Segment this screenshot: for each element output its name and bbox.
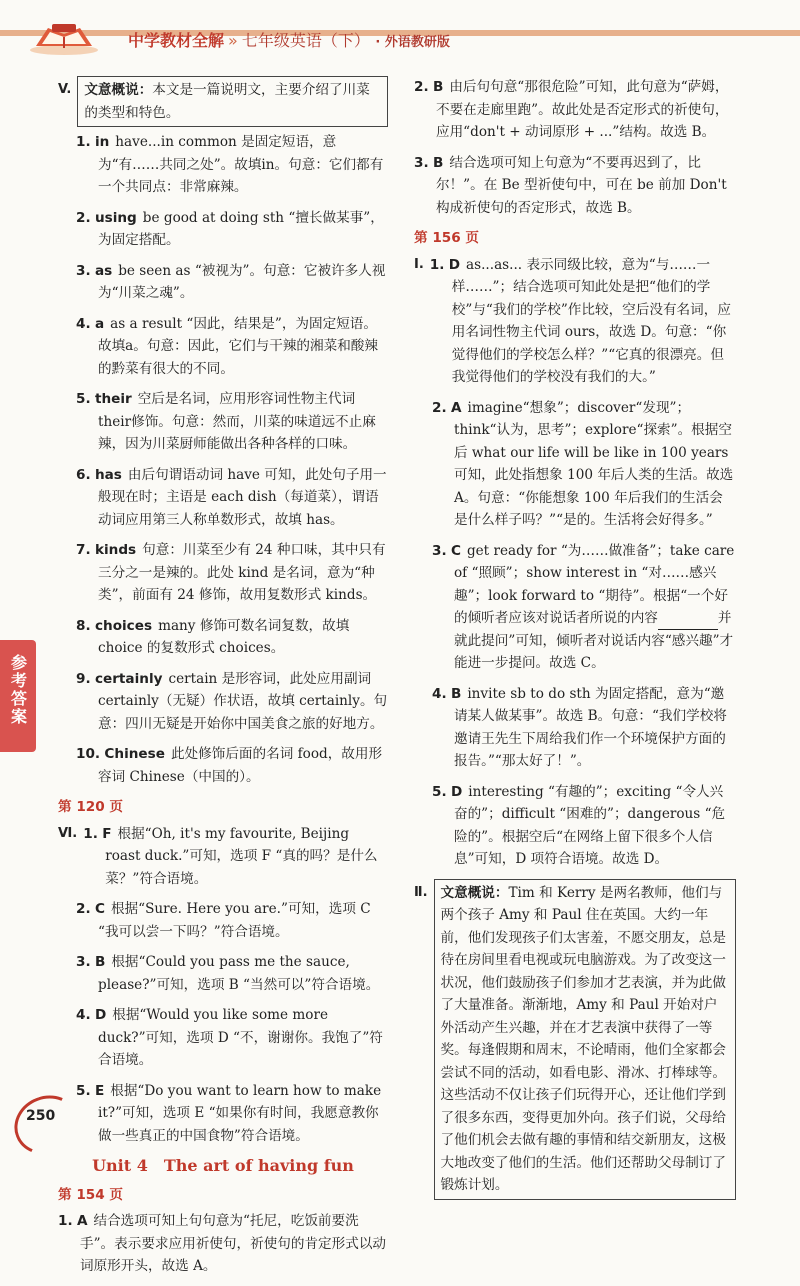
item-number: 9.	[76, 670, 91, 687]
list-item	[76, 388, 388, 456]
item-answer: in	[94, 134, 110, 150]
list-item	[414, 152, 736, 220]
item-explanation: invite sb to do sth 为固定搭配，意为“邀请某人做某事”。故选 B。句意：“我们学校将邀请王先生下周给我们作一个环境保护方面的报告。”“那太好了！”。	[454, 685, 727, 769]
item-number: 1.	[83, 825, 98, 842]
book-name: 七年级英语（下）	[241, 31, 370, 50]
summary-text: Tim 和 Kerry 是两名教师，他们与两个孩子 Amy 和 Paul 住在英国。大约一年前，他们发现孩子们太害羞，不愿交朋友，总是待在房间里看电视或玩电脑游戏。为了改变这一状况，他们鼓励孩子们参加才艺表演，并为此做了大量准备。渐渐地，Amy 和 Paul 开始对户外活动产生兴趣，并在才艺表演中获得了一等奖。每逢假期和周末，不论晴雨，他们全家都会尝试不同的活动，如看电影、滑冰、打棒球等。这些活动不仅让孩子们玩得开心，还让他们学到了很多东西，变得更加外向。孩子们说，父母给了他们机会去做有趣的事情和结交新朋友，这极大地改变了他们的生活。他们还帮助父母制订了锻炼计划。	[440, 884, 726, 1193]
item-answer: D	[448, 256, 461, 273]
item-explanation: 句意：川菜至少有 24 种口味，其中只有三分之一是辣的。此处 kind 是名词，意为“种类”，前面有 24 修饰，故用复数形式 kinds。	[98, 542, 386, 603]
item-explanation: certain 是形容词，此处应用副词 certainly（无疑）作状语，故填 certainly。句意：四川无疑是开始你中国美食之旅的好地方。	[98, 670, 388, 732]
page-number: 250	[26, 1108, 56, 1124]
section-v	[58, 76, 388, 131]
item-number: 6.	[76, 466, 91, 483]
item-answer: as	[94, 262, 113, 279]
left-column	[58, 76, 388, 1286]
list-item	[76, 668, 388, 736]
item-answer: C	[94, 901, 105, 917]
item-explanation: 根据“Do you want to learn how to make it?”可知，选项 E “如果你有时间，我愿意教你做一些真正的中国食物”符合语境。	[98, 1082, 382, 1144]
item-number: 8.	[76, 617, 91, 634]
item-answer: using	[94, 209, 137, 226]
list-item	[76, 951, 388, 996]
list-item	[76, 743, 388, 788]
page-reference-154: 第 154 页	[58, 1186, 124, 1203]
item-explanation: 根据“Sure. Here you are.”可知，选项 C “我可以尝一下吗？”符合语境。	[98, 901, 371, 940]
item-explanation-continued: 并就此提问”可知，倾听者对说话内容“感兴趣”才能进一步提问。故选 C。	[454, 610, 734, 671]
list-item	[414, 76, 736, 144]
list-item	[76, 260, 388, 305]
item-answer: D	[94, 1007, 107, 1023]
list-item	[76, 898, 388, 943]
summary-box-ii	[434, 879, 736, 1200]
item-answer: Chinese	[104, 746, 165, 762]
item-answer: a	[94, 315, 105, 332]
item-explanation: 由后句句意“那很危险”可知，此句意为“萨姆，不要在走廊里跑”。故此处是否定形式的祈使句，应用“don't + 动词原形 + ...”结构。故选 B。	[436, 79, 729, 140]
item-answer: A	[76, 1213, 88, 1229]
item-number: 3.	[414, 154, 429, 171]
side-tab-label: 参考答案	[8, 654, 28, 726]
item-answer: choices	[94, 617, 153, 634]
list-item	[432, 397, 736, 532]
right-column	[414, 76, 736, 1204]
summary-title: 文意概说：	[84, 82, 153, 98]
unit-title: Unit 4 The art of having fun	[92, 1156, 354, 1175]
list-item	[76, 615, 388, 660]
item-number: 2.	[432, 399, 447, 416]
item-number: 3.	[76, 262, 91, 279]
item-explanation: as a result “因此，结果是”，为固定短语。故填a。句意：因此，它们与干辣的湘菜和酸辣的黔菜有很大的不同。	[98, 315, 378, 377]
item-explanation: 根据“Could you pass me the sauce, please?”可知，选项 B “当然可以”符合语境。	[98, 954, 380, 993]
item-explanation: 结合选项可知上句句意为“托尼，吃饭前要洗手”。表示要求应用祈使句，祈使句的肯定形式以动词原形开头，故选 A。	[80, 1213, 387, 1274]
answer-key-tab[interactable]	[0, 640, 36, 752]
item-answer: D	[450, 783, 463, 800]
summary-box-v	[77, 76, 388, 127]
item-number: 1.	[76, 134, 91, 150]
item-explanation: get ready for “为……做准备”；take care of “照顾”；show interest in “对……感兴趣”；look forward to “期待”。根据“一个好的倾听者应该对说话者所说的内容	[454, 542, 735, 626]
item-number: 2.	[414, 79, 429, 95]
item-answer: B	[94, 954, 106, 970]
list-item	[432, 540, 736, 675]
list-item	[76, 1080, 388, 1148]
header-separator: »	[228, 31, 238, 50]
list-item	[432, 683, 736, 773]
header-title	[128, 28, 450, 51]
item-explanation: have...in common 是固定短语，意为“有……共同之处”。故填in。句意：它们都有一个共同点：非常麻辣。	[98, 134, 384, 195]
item-number: 4.	[432, 685, 447, 702]
item-number: 10.	[76, 746, 101, 762]
list-item	[58, 1210, 388, 1278]
list-item	[76, 207, 388, 252]
item-answer: F	[102, 825, 112, 842]
section-vi	[58, 823, 388, 891]
page-header	[0, 0, 800, 62]
item-explanation: 根据“Would you like some more duck?”可知，选项 D “不，谢谢你。我饱了”符合语境。	[98, 1007, 383, 1068]
item-number: 5.	[432, 783, 447, 800]
item-number: 4.	[76, 315, 91, 332]
item-number: 7.	[76, 542, 91, 558]
list-item	[76, 539, 388, 607]
section-i-label: Ⅰ.	[414, 256, 424, 272]
item-answer: E	[94, 1082, 105, 1099]
item-number: 2.	[76, 209, 91, 226]
item-answer: kinds	[94, 542, 137, 558]
page-reference-156: 第 156 页	[414, 230, 480, 246]
list-item	[76, 131, 388, 199]
item-answer: B	[432, 154, 444, 171]
item-answer: B	[432, 79, 444, 95]
page-reference-120: 第 120 页	[58, 799, 124, 815]
series-name: 中学教材全解	[128, 31, 225, 50]
item-explanation: be good at doing sth “擅长做某事”，为固定搭配。	[98, 209, 384, 248]
list-item	[83, 823, 388, 891]
section-vi-label: Ⅵ.	[58, 825, 78, 841]
item-explanation: 根据“Oh, it's my favourite, Beijing roast duck.”可知，选项 F “真的吗？是什么菜？”符合语境。	[105, 825, 378, 887]
item-answer: C	[450, 542, 461, 559]
item-explanation: interesting “有趣的”；exciting “令人兴奋的”；difficult “困难的”；dangerous “危险的”。根据空后“在网络上留下很多个人信息”可知，D 项符合语境。故选 D。	[454, 783, 726, 867]
section-ii-label: Ⅱ.	[414, 884, 428, 900]
item-answer: their	[94, 391, 132, 407]
item-number: 4.	[76, 1007, 91, 1023]
item-number: 3.	[76, 954, 91, 970]
answer-blank	[658, 615, 718, 630]
item-answer: certainly	[94, 670, 163, 687]
item-number: 5.	[76, 391, 91, 407]
item-explanation: 结合选项可知上句意为“不要再迟到了，比尔！”。在 Be 型祈使句中，可在 be 前加 Don't 构成祈使句的否定形式，故选 B。	[436, 154, 727, 216]
item-explanation: 此处修饰后面的名词 food，故用形容词 Chinese（中国的）。	[98, 746, 383, 785]
section-v-label: V.	[58, 82, 72, 97]
item-explanation: 由后句谓语动词 have 可知，此处句子用一般现在时；主语是 each dish（每道菜），谓语动词应用第三人称单数形式，故填 has。	[98, 466, 387, 528]
item-number: 5.	[76, 1082, 91, 1099]
list-item	[76, 1004, 388, 1072]
item-answer: B	[450, 685, 462, 702]
section-ii	[414, 879, 736, 1204]
item-explanation: as...as... 表示同级比较，意为“与……一样……”；结合选项可知此处是把“他们的学校”与“我们的学校”作比较，空后没有名词，应用名词性物主代词 ours，故选 D。句意：“你觉得他们的学校怎么样？”“它真的很漂亮。但我觉得他们的学校没有我们的大。”	[451, 256, 731, 385]
item-number: 1.	[429, 256, 445, 273]
summary-text: 本文是一篇说明文，主要介绍了川菜的类型和特色。	[84, 82, 370, 121]
item-number: 2.	[76, 901, 91, 917]
list-item	[432, 781, 736, 871]
item-number: 1.	[58, 1213, 73, 1229]
item-explanation: imagine“想象”；discover“发现”；think“认为，思考”；explore“探索”。根据空后 what our life will be like in 100 years 可知，此处指想象 100 年后人类的生活。故选 A。句意：“你能想象 100 年后我们的生活会是什么样子吗？”“是的。生活将会好得多。”	[454, 399, 734, 528]
list-item	[76, 313, 388, 381]
item-explanation: 空后是名词，应用形容词性物主代词their修饰。句意：然而，川菜的味道远不止麻辣，因为川菜厨师能做出各种各样的口味。	[98, 391, 376, 452]
book-logo-icon	[28, 22, 100, 56]
list-item	[430, 254, 736, 389]
edition-name: · 外语教研版	[375, 35, 450, 50]
item-number: 3.	[432, 542, 447, 559]
item-answer: has	[94, 466, 122, 483]
item-explanation: be seen as “被视为”。句意：它被许多人视为“川菜之魂”。	[98, 262, 386, 301]
list-item	[76, 464, 388, 532]
summary-title: 文意概说：	[440, 884, 509, 901]
item-answer: A	[450, 399, 462, 416]
item-explanation: many 修饰可数名词复数，故填 choice 的复数形式 choices。	[98, 617, 350, 656]
section-i	[414, 254, 736, 389]
